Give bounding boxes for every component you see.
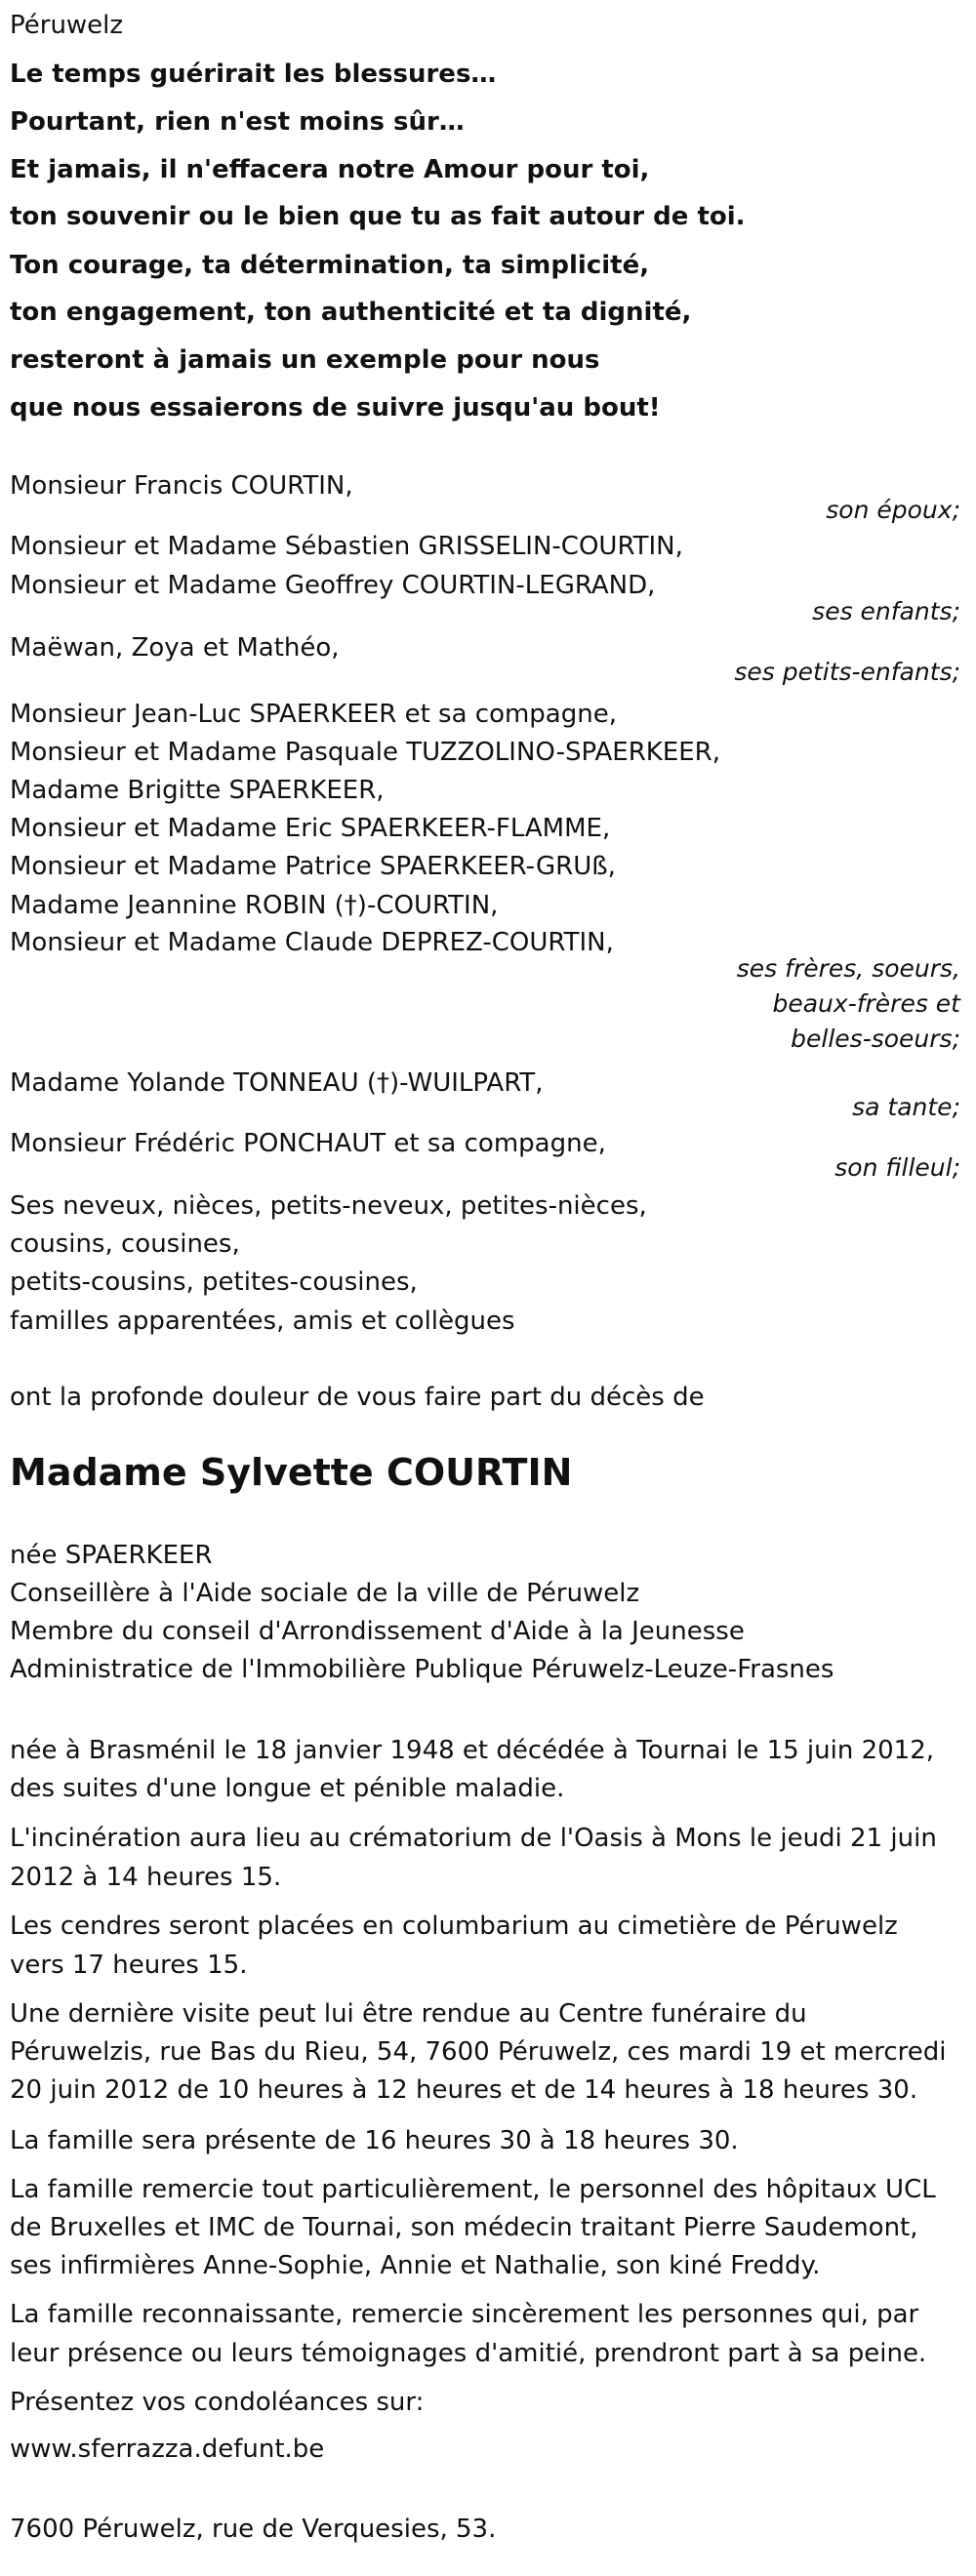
paragraph-line: leur présence ou leurs témoignages d'amitié, prendront part à sa peine. xyxy=(10,2339,927,2368)
address: 7600 Péruwelz, rue de Verquesies, 53. xyxy=(10,2515,497,2544)
aunt-role: sa tante; xyxy=(852,1093,960,1121)
sibling-name: Monsieur et Madame Eric SPAERKEER-FLAMME, xyxy=(10,814,611,843)
relatives-line: Ses neveux, nièces, petits-neveux, petites-nièces, xyxy=(10,1191,647,1221)
sibling-name: Monsieur et Madame Pasquale TUZZOLINO-SPAERKEER, xyxy=(10,738,720,767)
poem-line: Et jamais, il n'effacera notre Amour pour toi, xyxy=(10,155,650,184)
child-name: Monsieur et Madame Sébastien GRISSELIN-COURTIN, xyxy=(10,532,683,561)
paragraph-line: Péruwelzis, rue Bas du Rieu, 54, 7600 Péruwelz, ces mardi 19 et mercredi xyxy=(10,2037,947,2067)
spouse-role: son époux; xyxy=(826,496,960,524)
grandchildren-role: ses petits-enfants; xyxy=(734,658,960,686)
condolences-prompt: Présentez vos condoléances sur: xyxy=(10,2388,425,2417)
paragraph-line: L'incinération aura lieu au crématorium de l'Oasis à Mons le jeudi 21 juin xyxy=(10,1824,937,1853)
sibling-name: Monsieur Jean-Luc SPAERKEER et sa compagne, xyxy=(10,700,617,729)
relatives-line: petits-cousins, petites-cousines, xyxy=(10,1268,418,1297)
paragraph-line: Une dernière visite peut lui être rendue au Centre funéraire du xyxy=(10,1999,807,2029)
paragraph-line: née à Brasménil le 18 janvier 1948 et décédée à Tournai le 15 juin 2012, xyxy=(10,1736,935,1765)
deceased-detail: Membre du conseil d'Arrondissement d'Aide à la Jeunesse xyxy=(10,1617,745,1646)
sibling-name: Madame Brigitte SPAERKEER, xyxy=(10,776,385,805)
paragraph-line: Les cendres seront placées en columbarium au cimetière de Péruwelz xyxy=(10,1912,898,1941)
grandchildren-names: Maëwan, Zoya et Mathéo, xyxy=(10,633,340,663)
siblings-role: belles-soeurs; xyxy=(791,1025,960,1053)
condolences-link[interactable]: www.sferrazza.defunt.be xyxy=(10,2435,325,2464)
location: Péruwelz xyxy=(10,11,124,40)
poem-line: que nous essaierons de suivre jusqu'au bout! xyxy=(10,393,661,423)
sibling-name: Monsieur et Madame Claude DEPREZ-COURTIN, xyxy=(10,928,614,957)
godson-name: Monsieur Frédéric PONCHAUT et sa compagne, xyxy=(10,1129,606,1158)
child-name: Monsieur et Madame Geoffrey COURTIN-LEGRAND, xyxy=(10,571,656,600)
poem-line: ton engagement, ton authenticité et ta dignité, xyxy=(10,298,692,327)
deceased-detail: Administratice de l'Immobilière Publique Péruwelz-Leuze-Frasnes xyxy=(10,1655,834,1684)
sibling-name: Monsieur et Madame Patrice SPAERKEER-GRUß, xyxy=(10,852,616,881)
paragraph-line: La famille remercie tout particulièrement, le personnel des hôpitaux UCL xyxy=(10,2175,936,2204)
siblings-role: ses frères, soeurs, xyxy=(736,954,960,983)
paragraph-line: ses infirmières Anne-Sophie, Annie et Nathalie, son kiné Freddy. xyxy=(10,2251,821,2280)
poem-line: Le temps guérirait les blessures… xyxy=(10,60,497,89)
relatives-line: cousins, cousines, xyxy=(10,1229,240,1259)
paragraph-line: La famille sera présente de 16 heures 30 à 18 heures 30. xyxy=(10,2126,739,2155)
sibling-name: Madame Jeannine ROBIN (†)-COURTIN, xyxy=(10,891,499,920)
paragraph-line: 2012 à 14 heures 15. xyxy=(10,1863,282,1892)
spouse-name: Monsieur Francis COURTIN, xyxy=(10,471,353,501)
poem-line: ton souvenir ou le bien que tu as fait autour de toi. xyxy=(10,202,746,231)
relatives-line: familles apparentées, amis et collègues xyxy=(10,1307,515,1336)
godson-role: son filleul; xyxy=(834,1153,960,1182)
poem-line: Ton courage, ta détermination, ta simplicité, xyxy=(10,251,650,280)
announcement: ont la profonde douleur de vous faire part du décès de xyxy=(10,1383,705,1412)
paragraph-line: vers 17 heures 15. xyxy=(10,1951,248,1980)
poem-line: Pourtant, rien n'est moins sûr… xyxy=(10,107,465,137)
deceased-detail: née SPAERKEER xyxy=(10,1541,213,1570)
siblings-role: beaux-frères et xyxy=(772,989,960,1018)
aunt-name: Madame Yolande TONNEAU (†)-WUILPART, xyxy=(10,1068,544,1098)
paragraph-line: 20 juin 2012 de 10 heures à 12 heures et de 14 heures à 18 heures 30. xyxy=(10,2075,918,2105)
poem-line: resteront à jamais un exemple pour nous xyxy=(10,345,600,375)
paragraph-line: La famille reconnaissante, remercie sincèrement les personnes qui, par xyxy=(10,2300,919,2329)
deceased-detail: Conseillère à l'Aide sociale de la ville de Péruwelz xyxy=(10,1579,640,1608)
paragraph-line: de Bruxelles et IMC de Tournai, son médecin traitant Pierre Saudemont, xyxy=(10,2213,918,2242)
paragraph-line: des suites d'une longue et pénible maladie. xyxy=(10,1774,565,1803)
deceased-name: Madame Sylvette COURTIN xyxy=(10,1451,573,1494)
children-role: ses enfants; xyxy=(812,597,960,625)
